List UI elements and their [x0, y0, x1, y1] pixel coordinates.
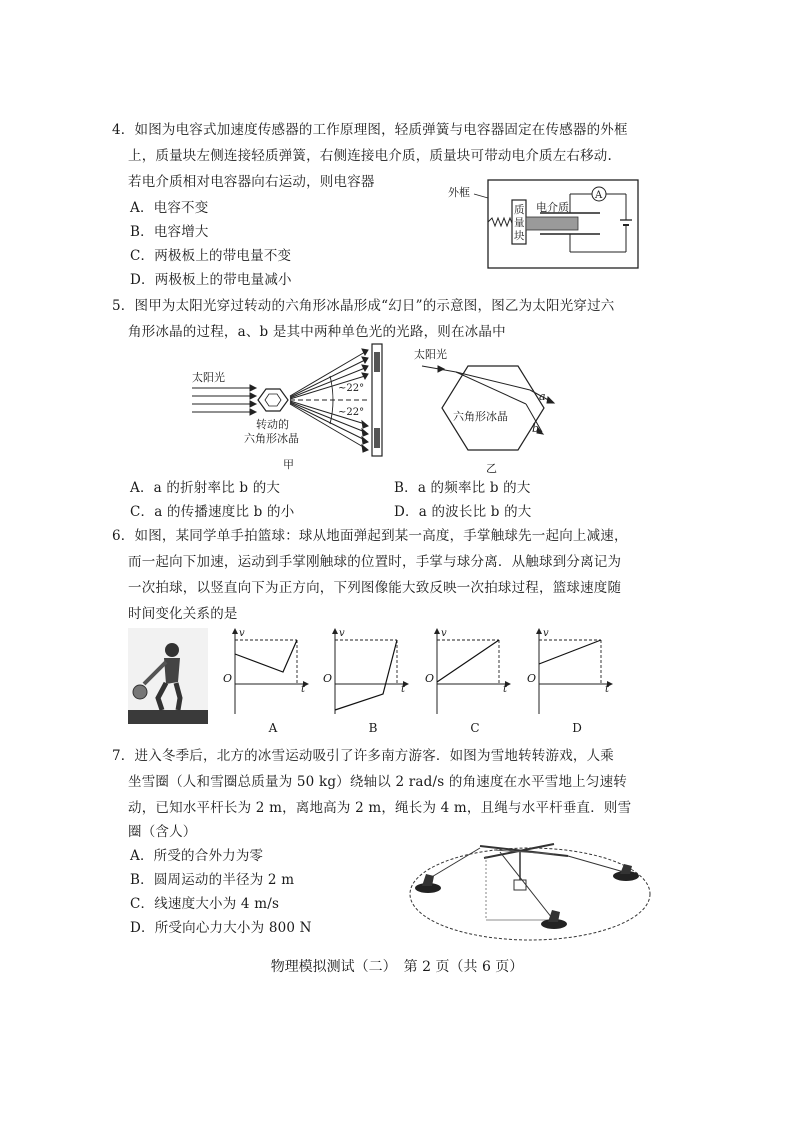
crystal-label-yi: 六角形冰晶 [453, 410, 508, 423]
q7-option-d: D．所受向心力大小为 800 N [130, 920, 312, 936]
rope-front [500, 852, 552, 918]
graph-c-v-label: v [441, 628, 447, 639]
q7-line-1: 7．进入冬季后，北方的冰雪运动吸引了许多南方游客．如图为雪地转转游戏，人乘 [112, 748, 614, 764]
photo-floor [128, 710, 208, 724]
q7-option-c: C．线速度大小为 4 m/s [130, 896, 280, 912]
q6-basketball-photo [128, 628, 208, 724]
rope-left [430, 848, 480, 878]
horizontal-bar-2 [484, 844, 554, 858]
graph-label-b: B [368, 721, 378, 735]
q4-capacitor-figure [440, 176, 650, 272]
graph-b-v-label: v [339, 628, 345, 639]
graph-a-origin: O [223, 672, 233, 685]
q5-line-1: 5．图甲为太阳光穿过转动的六角形冰晶形成“幻日”的示意图，图乙为太阳光穿过六 [112, 298, 615, 314]
mass-char-3: 块 [514, 230, 525, 242]
graph-c-curve [437, 640, 499, 682]
mass-char-2: 量 [514, 217, 525, 229]
frame-leader [474, 194, 488, 198]
graph-b-t-label: t [401, 684, 406, 695]
incoming-rays [192, 385, 256, 415]
q4-line-1: 4．如图为电容式加速度传感器的工作原理图，轻质弹簧与电容器固定在传感器的外框 [112, 122, 628, 138]
q4-option-b: B．电容增大 [130, 224, 209, 240]
graph-d-v-arrow [536, 628, 542, 634]
basketball-icon [133, 685, 147, 699]
graph-d-curve [539, 640, 601, 664]
ray-b-label: b [532, 422, 540, 435]
crystal-caption-1: 转动的 [256, 418, 289, 431]
q5-option-c: C．a 的传播速度比 b 的小 [130, 504, 295, 520]
graph-c-origin: O [425, 672, 435, 685]
q5-option-a: A．a 的折射率比 b 的大 [130, 480, 281, 496]
halo-spot-top [374, 352, 380, 372]
q4-line-2: 上，质量块左侧连接轻质弹簧，右侧连接电介质，质量块可带动电介质左右移动. [128, 148, 612, 164]
q5-option-b: B．a 的频率比 b 的大 [394, 480, 531, 496]
graph-d-v-label: v [543, 628, 549, 639]
halo-spot-bottom [374, 428, 380, 448]
graph-a-t-label: t [301, 684, 306, 695]
ray-a-label: a [539, 390, 546, 403]
sunlight-label-yi: 太阳光 [414, 348, 447, 361]
q5-figure-yi [408, 344, 558, 474]
rider-left [422, 874, 434, 886]
q7-snow-ring-figure [404, 826, 656, 944]
graph-c-v-arrow [434, 628, 440, 634]
dielectric-label: 电介质 [536, 201, 569, 214]
graph-d-origin: O [527, 672, 537, 685]
graph-a-curve [235, 640, 297, 672]
sunlight-label: 太阳光 [192, 371, 225, 384]
dielectric-slab [526, 217, 578, 230]
q5-option-d: D．a 的波长比 b 的大 [394, 504, 532, 520]
q4-option-d: D．两极板上的带电量减小 [130, 272, 292, 288]
angle-label-2: ~22° [338, 407, 365, 418]
mass-char-1: 质 [514, 204, 525, 216]
rope-right [568, 856, 624, 872]
q4-option-c: C．两极板上的带电量不变 [130, 248, 292, 264]
page-footer: 物理模拟测试（二） 第 2 页（共 6 页） [270, 959, 524, 975]
graph-b-v-arrow [332, 628, 338, 634]
frame-label: 外框 [448, 186, 470, 199]
hexagon-crystal-icon [258, 389, 288, 411]
q7-line-2: 坐雪圈（人和雪圈总质量为 50 kg）绕轴以 2 rad/s 的角速度在水平雪地上匀速转 [128, 774, 627, 790]
figure-label-jia: 甲 [283, 458, 294, 470]
q4-line-3: 若电介质相对电容器向右运动，则电容器 [128, 174, 375, 190]
graph-b-curve [335, 640, 397, 710]
crystal-caption-2: 六角形冰晶 [244, 432, 299, 445]
graph-a-v-label: v [239, 628, 245, 639]
graph-c-t-label: t [503, 684, 508, 695]
q6-vt-graphs [215, 626, 635, 738]
graph-d-t-label: t [605, 684, 610, 695]
graph-label-a: A [268, 721, 278, 735]
q6-line-2: 而一起向下加速，运动到手掌刚触球的位置时，手掌与球分离．从触球到分离记为 [128, 554, 622, 570]
rider-right [620, 864, 632, 874]
q5-line-2: 角形冰晶的过程，a、b 是其中两种单色光的光路，则在冰晶中 [128, 324, 506, 340]
q4-option-a: A．电容不变 [130, 200, 209, 216]
circular-path [410, 848, 650, 940]
q7-line-3: 动，已知水平杆长为 2 m，离地高为 2 m，绳长为 4 m，且绳与水平杆垂直．则雪 [128, 800, 632, 816]
q7-line-4: 圈（含人） [128, 824, 197, 840]
q6-line-1: 6．如图，某同学单手拍篮球：球从地面弹起到某一高度，手掌触球先一起向上减速， [112, 528, 628, 544]
q7-option-b: B．圆周运动的半径为 2 m [130, 872, 295, 888]
hexagon-inner-icon [265, 394, 281, 406]
player-torso [164, 658, 180, 684]
q7-option-a: A．所受的合外力为零 [130, 848, 264, 864]
figure-label-yi: 乙 [486, 462, 497, 474]
ammeter-label: A [595, 190, 603, 201]
pole-base [514, 880, 526, 890]
graph-b-origin: O [323, 672, 333, 685]
angle-label-1: ~22° [338, 383, 365, 394]
player-head [165, 643, 179, 657]
q6-line-3: 一次拍球，以竖直向下为正方向，下列图像能大致反映一次拍球过程，篮球速度随 [128, 580, 622, 596]
q6-line-4: 时间变化关系的是 [128, 606, 238, 622]
graph-a-v-arrow [232, 628, 238, 634]
q5-figure-jia [180, 340, 400, 470]
graph-label-d: D [572, 721, 582, 735]
graph-label-c: C [470, 721, 480, 735]
